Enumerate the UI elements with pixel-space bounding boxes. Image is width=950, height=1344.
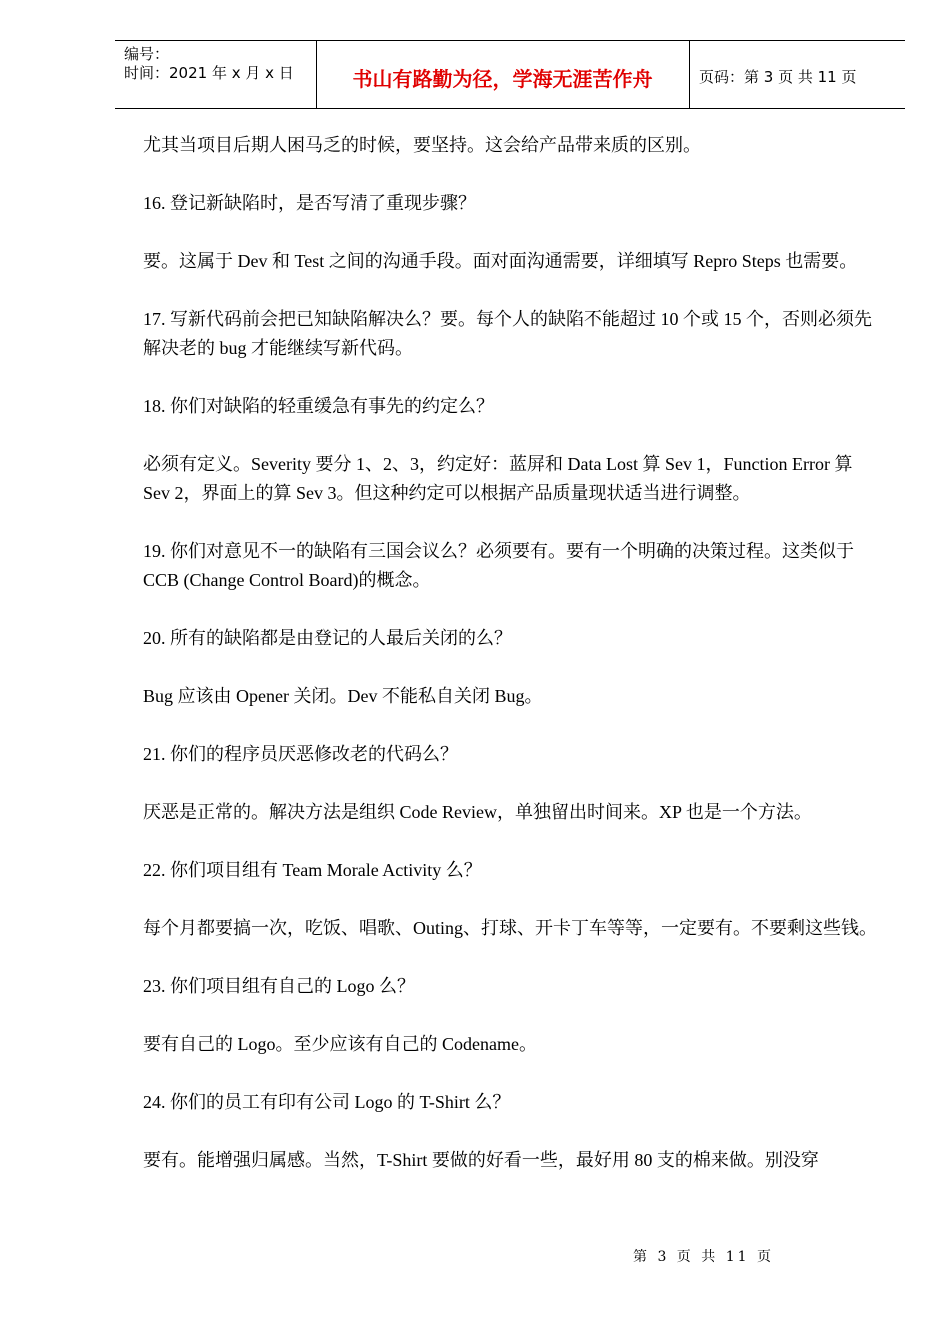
header-page-cell xyxy=(690,41,905,108)
question-19: 19. 你们对意见不一的缺陷有三国会议么？必须要有。要有一个明确的决策过程。这类似于 CCB (Change Control Board)的概念。 xyxy=(143,541,854,590)
header-meta-cell xyxy=(115,41,317,108)
question-23: 23. 你们项目组有自己的 Logo 么？ xyxy=(143,976,415,996)
header-motto-cell xyxy=(316,41,690,108)
question-20: 20. 所有的缺陷都是由登记的人最后关闭的么？ xyxy=(143,628,512,648)
question-16: 16. 登记新缺陷时，是否写清了重现步骤？ xyxy=(143,193,476,213)
page-footer: 第 3 页 共 11 页 xyxy=(633,1249,774,1265)
question-17: 17. 写新代码前会把已知缺陷解决么？要。每个人的缺陷不能超过 10 个或 15 个，否则必须先解决老的 bug 才能继续写新代码。 xyxy=(143,309,872,358)
answer-24: 要有。能增强归属感。当然，T-Shirt 要做的好看一些，最好用 80 支的棉来做。别没穿 xyxy=(143,1150,819,1170)
question-18: 18. 你们对缺陷的轻重缓急有事先的约定么？ xyxy=(143,396,494,416)
motto-text: 书山有路勤为径，学海无涯苦作舟 xyxy=(352,67,653,91)
answer-20: Bug 应该由 Opener 关闭。Dev 不能私自关闭 Bug。 xyxy=(143,686,543,706)
question-21: 21. 你们的程序员厌恶修改老的代码么？ xyxy=(143,744,458,764)
document-body xyxy=(143,131,878,1204)
answer-21: 厌恶是正常的。解决方法是组织 Code Review，单独留出时间来。XP 也是一个方法。 xyxy=(143,802,812,822)
answer-18: 必须有定义。Severity 要分 1、2、3，约定好：蓝屏和 Data Lost 算 Sev 1，Function Error 算 Sev 2，界面上的算 Sev 3。但这种约定可以根据产品质量现状适当进行调整。 xyxy=(143,454,853,503)
paragraph: 尤其当项目后期人困马乏的时候，要坚持。这会给产品带来质的区别。 xyxy=(143,135,701,155)
header-page-info: 页码：第 3 页 共 11 页 xyxy=(699,68,857,86)
answer-16: 要。这属于 Dev 和 Test 之间的沟通手段。面对面沟通需要，详细填写 Repro Steps 也需要。 xyxy=(143,251,858,271)
answer-23: 要有自己的 Logo。至少应该有自己的 Codename。 xyxy=(143,1034,537,1054)
document-date: 时间：2021 年 x 月 x 日 xyxy=(124,64,294,82)
question-24: 24. 你们的员工有印有公司 Logo 的 T-Shirt 么？ xyxy=(143,1092,511,1112)
document-number-label: 编号： xyxy=(124,45,170,63)
page-header xyxy=(115,40,905,109)
answer-22: 每个月都要搞一次，吃饭、唱歌、Outing、打球、开卡丁车等等，一定要有。不要剩这些钱。 xyxy=(143,918,877,938)
question-22: 22. 你们项目组有 Team Morale Activity 么？ xyxy=(143,860,482,880)
